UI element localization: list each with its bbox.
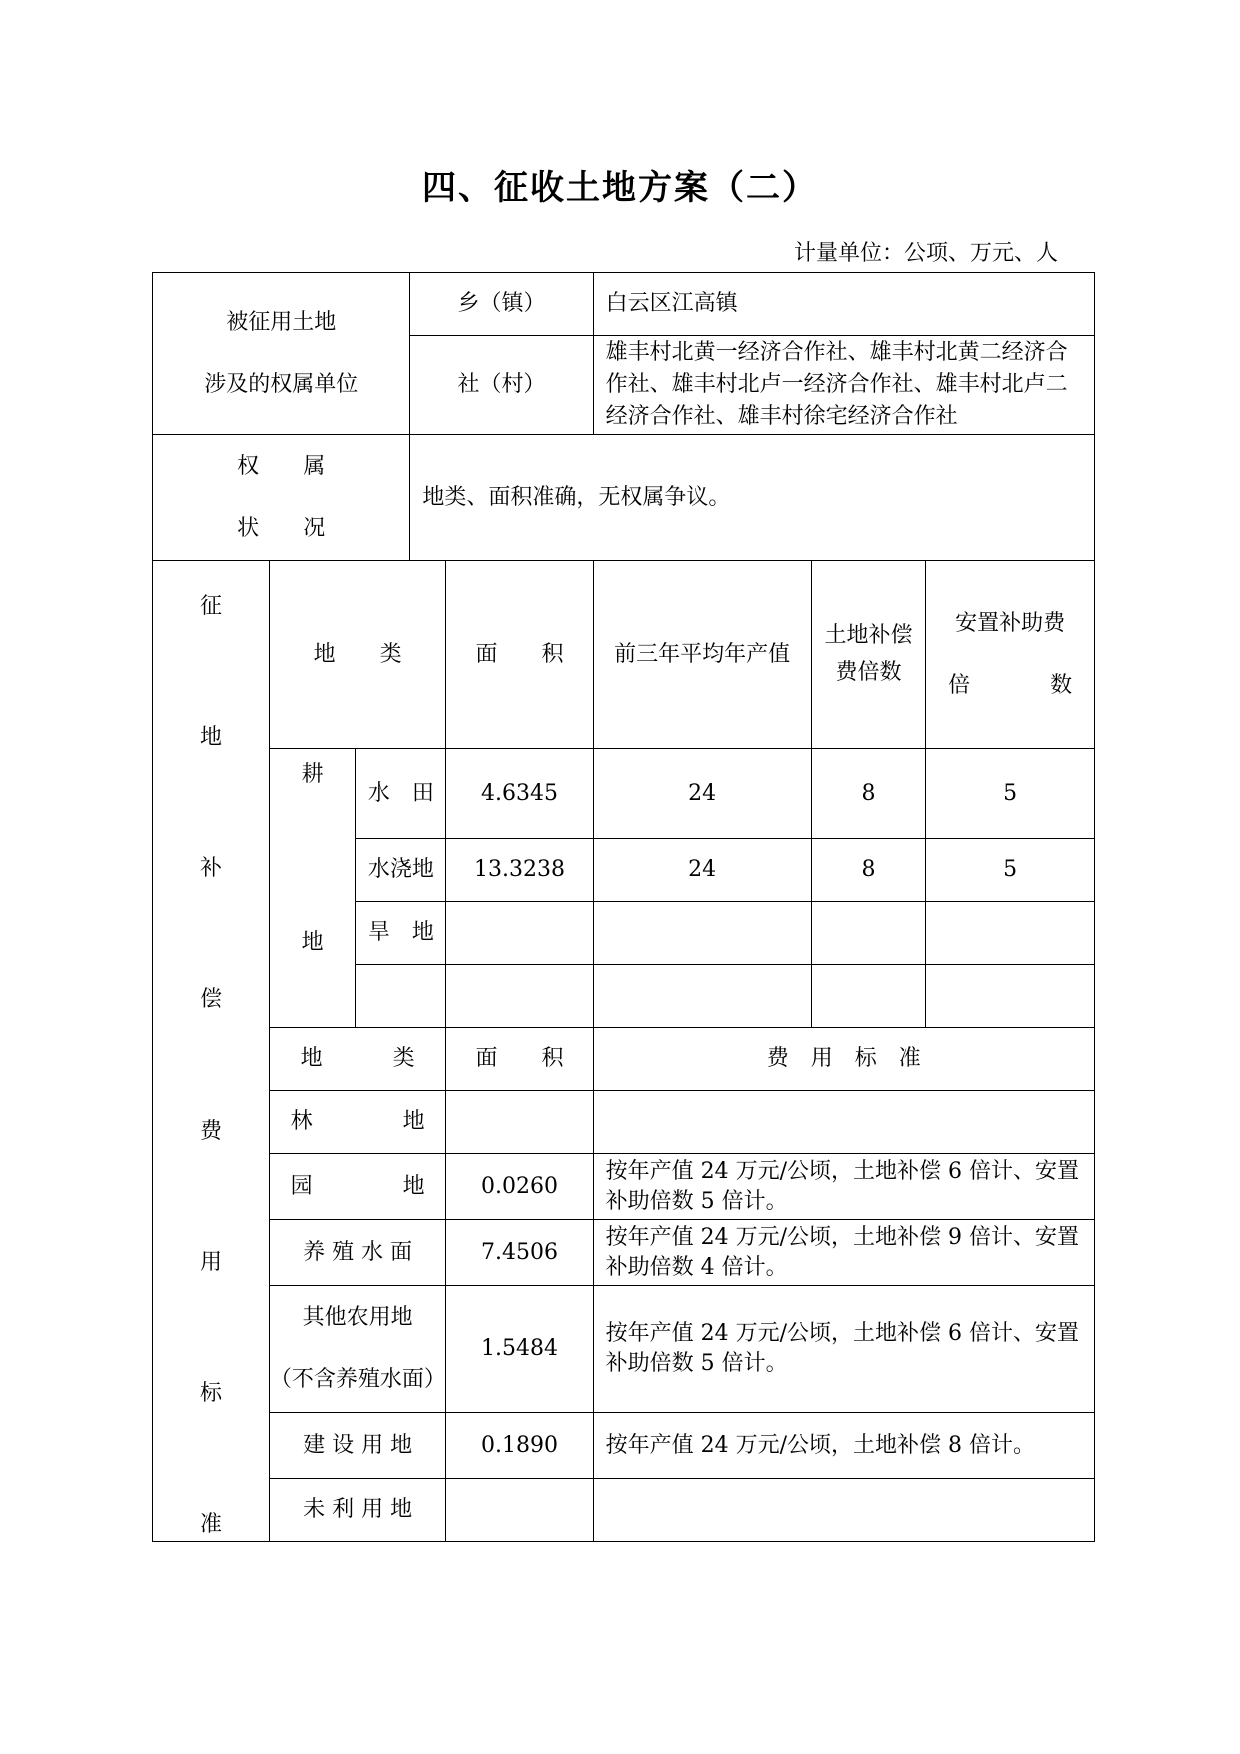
row-standard: 按年产值 24 万元/公顷，土地补偿 8 倍计。 [593, 1413, 1094, 1479]
row-type: 水浇地 [356, 839, 446, 902]
row-avg-output: 24 [593, 749, 811, 839]
header-land-type [269, 561, 445, 749]
row-standard: 按年产值 24 万元/公顷，土地补偿 6 倍计、安置补助倍数 5 倍计。 [593, 1154, 1094, 1220]
row-land-comp: 8 [811, 749, 926, 839]
row-type-a: 林 [290, 1109, 313, 1135]
row-area: 0.0260 [446, 1154, 593, 1220]
cultivated-group-char-2: 地 [301, 930, 324, 956]
row-type-b: 地 [402, 1173, 425, 1199]
row-type [269, 1091, 445, 1154]
section-char-2: 地 [199, 725, 222, 751]
ownership-status-char-1: 权 [237, 453, 260, 479]
row-type [356, 965, 446, 1028]
row-type: 水 田 [356, 749, 446, 839]
other-header-land-type-a: 地 [300, 1046, 323, 1072]
page-title: 四、征收土地方案（二） [422, 168, 818, 208]
row-area: 1.5484 [446, 1286, 593, 1413]
row-standard [593, 1479, 1094, 1542]
row-land-comp [811, 902, 926, 965]
row-type-b: 地 [402, 1109, 425, 1135]
table-row [153, 1091, 1095, 1154]
row-resettle [926, 902, 1095, 965]
section-char-1: 征 [199, 594, 222, 619]
header-resettle-b2: 数 [1050, 672, 1073, 698]
ownership-status-value: 地类、面积准确，无权属争议。 [410, 435, 1095, 561]
header-land-type-b: 类 [379, 641, 402, 667]
row-avg-output [593, 965, 811, 1028]
header-avg-output: 前三年平均年产值 [593, 561, 811, 749]
row-area [446, 1091, 593, 1154]
row-standard: 按年产值 24 万元/公顷，土地补偿 9 倍计、安置补助倍数 4 倍计。 [593, 1220, 1094, 1286]
header-resettle-a: 安置补助费 [955, 610, 1066, 636]
row-type-a: 园 [290, 1173, 313, 1199]
other-header-area-b: 积 [541, 1046, 564, 1072]
row-resettle: 5 [926, 749, 1095, 839]
header-land-type-a: 地 [313, 641, 336, 667]
ownership-status-label [153, 435, 410, 561]
row-type: 养 殖 水 面 [269, 1220, 445, 1286]
row-type: 建 设 用 地 [269, 1413, 445, 1479]
ownership-unit-label-line2: 涉及的权属单位 [204, 371, 359, 397]
row-type [269, 1154, 445, 1220]
row-avg-output [593, 902, 811, 965]
table-row [153, 1286, 1095, 1413]
table-row [153, 1479, 1095, 1542]
row-area: 4.6345 [446, 749, 593, 839]
cultivated-group-char-1: 耕 [301, 762, 324, 787]
table-row [153, 749, 1095, 839]
header-resettle-multiple [926, 561, 1095, 749]
other-header-area-a: 面 [475, 1046, 498, 1072]
row-type [269, 1286, 445, 1413]
other-header-land-type-b: 类 [392, 1046, 415, 1072]
row-resettle [926, 965, 1095, 1028]
header-resettle-b1: 倍 [948, 672, 971, 698]
ownership-status-char-4: 况 [303, 515, 326, 541]
village-value: 雄丰村北黄一经济合作社、雄丰村北黄二经济合作社、雄丰村北卢一经济合作社、雄丰村北卢二经济合作社、雄丰村徐宅经济合作社 [593, 336, 1094, 435]
ownership-unit-label [153, 273, 410, 435]
other-header-standard: 费 用 标 准 [593, 1028, 1094, 1091]
row-area [446, 902, 593, 965]
table-row [153, 1154, 1095, 1220]
section-char-6: 用 [199, 1249, 222, 1275]
header-area-b: 积 [541, 641, 564, 667]
ownership-status-char-3: 状 [237, 515, 260, 541]
unit-note: 计量单位：公项、万元、人 [793, 241, 1058, 266]
row-avg-output: 24 [593, 839, 811, 902]
land-acquisition-table [152, 272, 1095, 1542]
row-area: 0.1890 [446, 1413, 593, 1479]
section-char-7: 标 [199, 1380, 222, 1406]
row-area: 13.3238 [446, 839, 593, 902]
village-label: 社（村） [410, 336, 593, 435]
section-char-8: 准 [199, 1512, 222, 1538]
row-area: 7.4506 [446, 1220, 593, 1286]
row-resettle: 5 [926, 839, 1095, 902]
header-land-comp-multiple: 土地补偿费倍数 [811, 561, 926, 749]
section-char-3: 补 [199, 856, 222, 882]
section-label [153, 561, 270, 1542]
other-header-land-type [269, 1028, 445, 1091]
ownership-status-char-2: 属 [303, 453, 326, 479]
row-standard: 按年产值 24 万元/公顷，土地补偿 6 倍计、安置补助倍数 5 倍计。 [593, 1286, 1094, 1413]
township-label: 乡（镇） [410, 273, 593, 336]
cultivated-group-label [269, 749, 356, 1028]
row-standard [593, 1091, 1094, 1154]
row-type-line2: （不含养殖水面） [269, 1367, 446, 1392]
row-land-comp [811, 965, 926, 1028]
ownership-unit-label-line1: 被征用土地 [226, 309, 337, 335]
table-row [153, 1413, 1095, 1479]
other-header-area [446, 1028, 593, 1091]
row-land-comp: 8 [811, 839, 926, 902]
row-type: 未 利 用 地 [269, 1479, 445, 1542]
header-area-a: 面 [475, 641, 498, 667]
row-area [446, 1479, 593, 1542]
township-value: 白云区江高镇 [593, 273, 1094, 336]
section-char-5: 费 [199, 1118, 222, 1144]
row-type-line1: 其他农用地 [302, 1305, 413, 1331]
header-area [446, 561, 593, 749]
table-row [153, 1220, 1095, 1286]
row-type: 旱 地 [356, 902, 446, 965]
section-char-4: 偿 [199, 987, 222, 1013]
row-area [446, 965, 593, 1028]
